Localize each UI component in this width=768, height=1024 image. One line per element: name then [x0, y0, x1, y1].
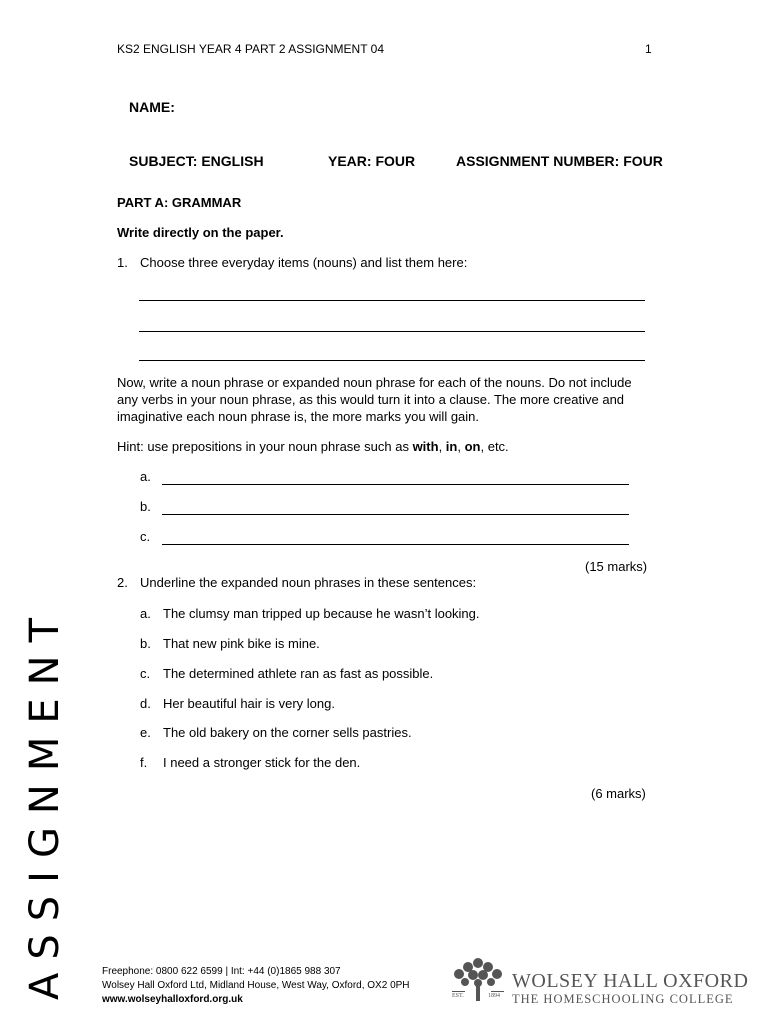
logo-year: 1894 [488, 993, 500, 999]
footer-website-link[interactable]: www.wolseyhalloxford.org.uk [102, 994, 243, 1005]
part-a-heading: PART A: GRAMMAR [117, 195, 242, 210]
q2-item-label: b. [140, 636, 151, 651]
hint-suffix: , etc. [480, 439, 509, 454]
q2-number: 2. [117, 575, 128, 590]
hint-word-on: on [464, 439, 481, 454]
footer-contact [102, 965, 410, 1007]
q1-marks: (15 marks) [585, 559, 648, 574]
subject-label: SUBJECT: ENGLISH [129, 153, 264, 169]
q1-hint [117, 439, 509, 454]
q2-sentence-a: The clumsy man tripped up because he wasn’t looking. [163, 606, 480, 621]
year-label: YEAR: FOUR [328, 153, 416, 169]
q2-item-label: e. [140, 725, 151, 740]
hint-separator: , [438, 439, 446, 454]
q2-item-label: f. [140, 755, 148, 770]
tree-logo-icon [448, 955, 508, 1007]
q2-item-label: c. [140, 666, 151, 681]
answer-line-noun-3[interactable] [139, 360, 645, 361]
answer-line-c[interactable] [162, 544, 629, 545]
assignment-number-label: ASSIGNMENT NUMBER: FOUR [456, 153, 663, 169]
answer-label-c: c. [140, 529, 151, 544]
answer-line-noun-2[interactable] [139, 331, 645, 332]
logo-est: EST. [452, 993, 464, 999]
instruction-text: Write directly on the paper. [117, 225, 284, 240]
q2-sentence-c: The determined athlete ran as fast as possible. [163, 666, 434, 681]
q2-sentence-b: That new pink bike is mine. [163, 636, 320, 651]
q2-sentence-e: The old bakery on the corner sells pastries. [163, 725, 412, 740]
q2-marks: (6 marks) [591, 786, 646, 801]
logo-name: WOLSEY HALL OXFORD [512, 970, 749, 992]
hint-word-with: with [412, 439, 439, 454]
q1-prompt: Choose three everyday items (nouns) and list them here: [140, 255, 468, 270]
name-label: NAME: [129, 99, 175, 115]
answer-line-noun-1[interactable] [139, 300, 645, 301]
hint-prefix: Hint: use prepositions in your noun phrase such as [117, 439, 413, 454]
q2-item-label: d. [140, 696, 151, 711]
q2-sentence-d: Her beautiful hair is very long. [163, 696, 335, 711]
logo-tagline: THE HOMESCHOOLING COLLEGE [512, 992, 734, 1006]
q2-prompt: Underline the expanded noun phrases in these sentences: [140, 575, 477, 590]
answer-label-b: b. [140, 499, 151, 514]
q1-number: 1. [117, 255, 128, 270]
assignment-side-banner: ASSIGNMENT [22, 605, 68, 1000]
footer-phone: Freephone: 0800 622 6599 | Int: +44 (0)1865 988 307 [102, 966, 341, 977]
footer-address: Wolsey Hall Oxford Ltd, Midland House, West Way, Oxford, OX2 0PH [102, 980, 410, 991]
q2-item-label: a. [140, 606, 151, 621]
hint-separator: , [457, 439, 465, 454]
document-header-title: KS2 ENGLISH YEAR 4 PART 2 ASSIGNMENT 04 [117, 42, 384, 56]
answer-label-a: a. [140, 469, 151, 484]
q1-paragraph: Now, write a noun phrase or expanded noun phrase for each of the nouns. Do not include any verbs in your noun phrase, as this would turn it into a clause. The more creative and imaginative each noun phrase is, the more marks you will gain. [117, 375, 632, 424]
hint-word-in: in [445, 439, 458, 454]
q2-sentence-f: I need a stronger stick for the den. [163, 755, 361, 770]
page-number: 1 [645, 42, 652, 56]
answer-line-b[interactable] [162, 514, 629, 515]
answer-line-a[interactable] [162, 484, 629, 485]
